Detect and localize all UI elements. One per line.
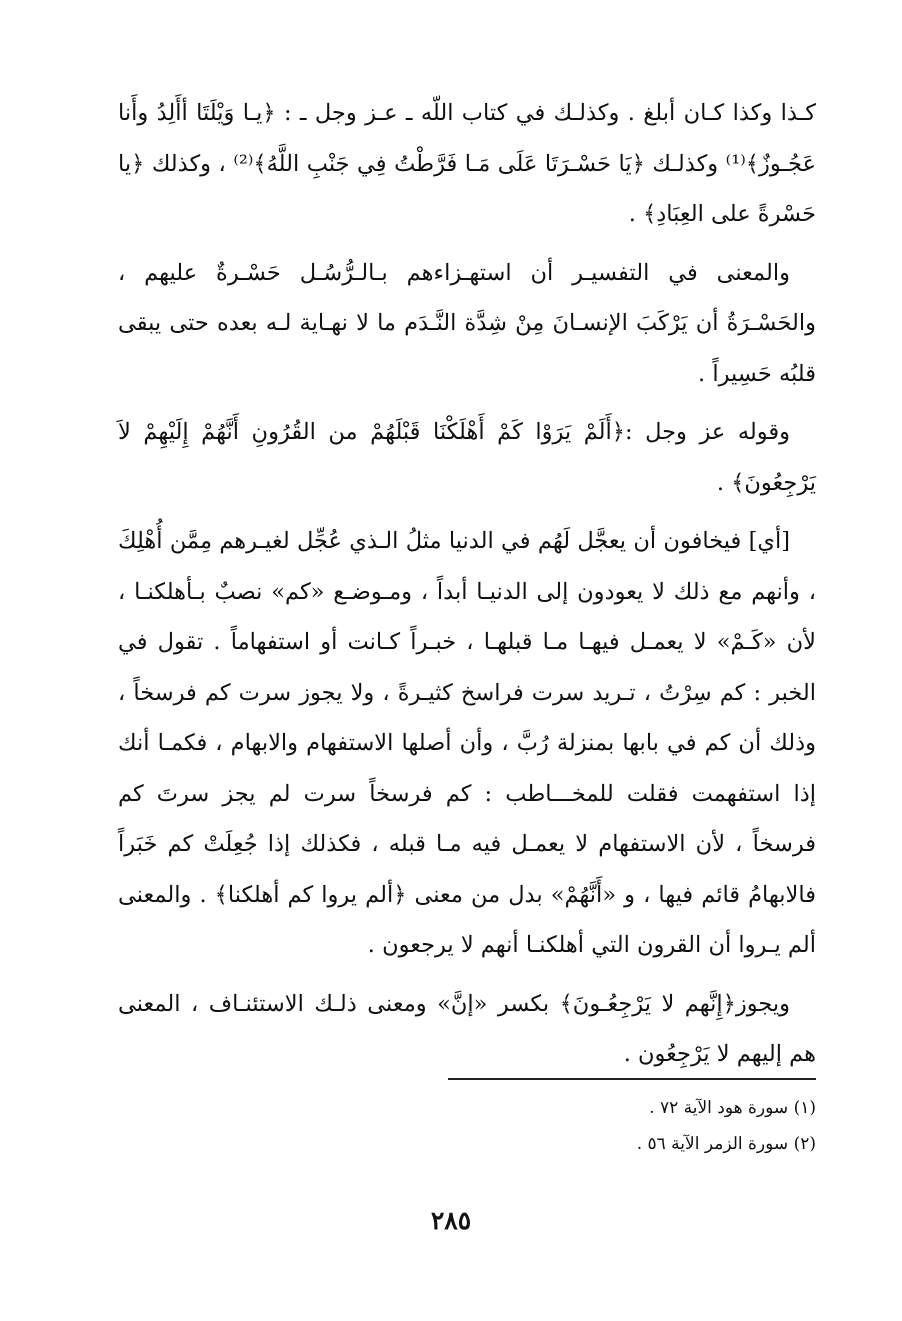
- paragraph-3: وقوله عز وجل :﴿أَلَمْ يَرَوْا كَمْ أَهْلَكْنَا قَبْلَهُمْ من القُرُونِ أَنَّهُمْ إِلَيْهِمْ لاَ يَرْجِعُونَ﴾ .: [118, 419, 816, 496]
- paragraph-5: ويجوز﴿إِنَّهم لا يَرْجِعُـونَ﴾ بكسر «إنَّ» ومعنى ذلـك الاستئنـاف ، المعنى هم إليهم لا يَرْجِعُون .: [118, 990, 816, 1067]
- paragraph-1: كـذا وكذا كـان أبلغ . وكذلـك في كتاب اللّه ـ عـز وجل ـ : ﴿يـا وَيْلَتَا أأَلِدُ وأَنا عَجُـوزٌ﴾⁽¹⁾ وكذلـك ﴿يَا حَسْـرَتَا عَلَى مَـا فَرَّطْتُ فِي جَنْبِ اللَّهُ﴾⁽²⁾ ، وكذلك ﴿يا حَسْرةً على العِبَادِ﴾ .: [118, 100, 816, 227]
- page-body: [118, 88, 816, 1088]
- page-number: ٢٨٥: [430, 1206, 472, 1235]
- paragraph-2: والمعنى في التفسيـر أن استهـزاءهم بـالـرُّسُـل حَسْـرةٌ عليهم ، والحَسْـرَةُ أن يَرْكَبَ الإنسـانَ مِنْ شِدَّة النَّـدَم ما لا نهـاية لـه بعده حتى يبقى قلبُه حَسِيراً .: [118, 259, 816, 387]
- paragraph-4: [أي] فيخافون أن يعجَّل لَهُم في الدنيا مثلُ الـذي عُجِّل لغيـرهم مِمَّن أُهْلِكَ ، وأنهم مع ذلك لا يعودون إلى الدنيـا أبداً ، ومـوضـع «كم» نصبٌ بـأهلكنـا ، لأن «كَـمْ» لا يعمـل فيهـا مـا قبلهـا ، خبـراً كـانت أو استفهاماً . تقول في الخبر : كم سِرْتُ ، تـريد سرت فراسخ كثيـرةً ، ولا يجوز سرت كم فرسخاً ، وذلك أن كم في بابها بمنزلة رُبَّ ، وأن أصلها الاستفهام والابهام ، فكمـا أنك إذا استفهمت فقلت للمخـــاطب : كم فرسخاً سرت لم يجز سرتَ كم فرسخاً ، لأن الاستفهام لا يعمـل فيه مـا قبله ، فكذلك إذا جُعِلَتْ كم خَبَراً فالابهامُ قائم فيها ، و «أَنَّهُمْ» بدل من معنى ﴿ألم يروا كم أهلكنا﴾ . والمعنى ألم يـروا أن القرون التي أهلكنـا أنهم لا يرجعون .: [118, 528, 816, 958]
- footnote-separator: [448, 1078, 816, 1080]
- footnote-1: (١) سورة هود الآية ٧٢ .: [649, 1098, 816, 1118]
- footnote-2: (٢) سورة الزمر الآية ٥٦ .: [636, 1134, 816, 1154]
- footnotes: [118, 1090, 816, 1162]
